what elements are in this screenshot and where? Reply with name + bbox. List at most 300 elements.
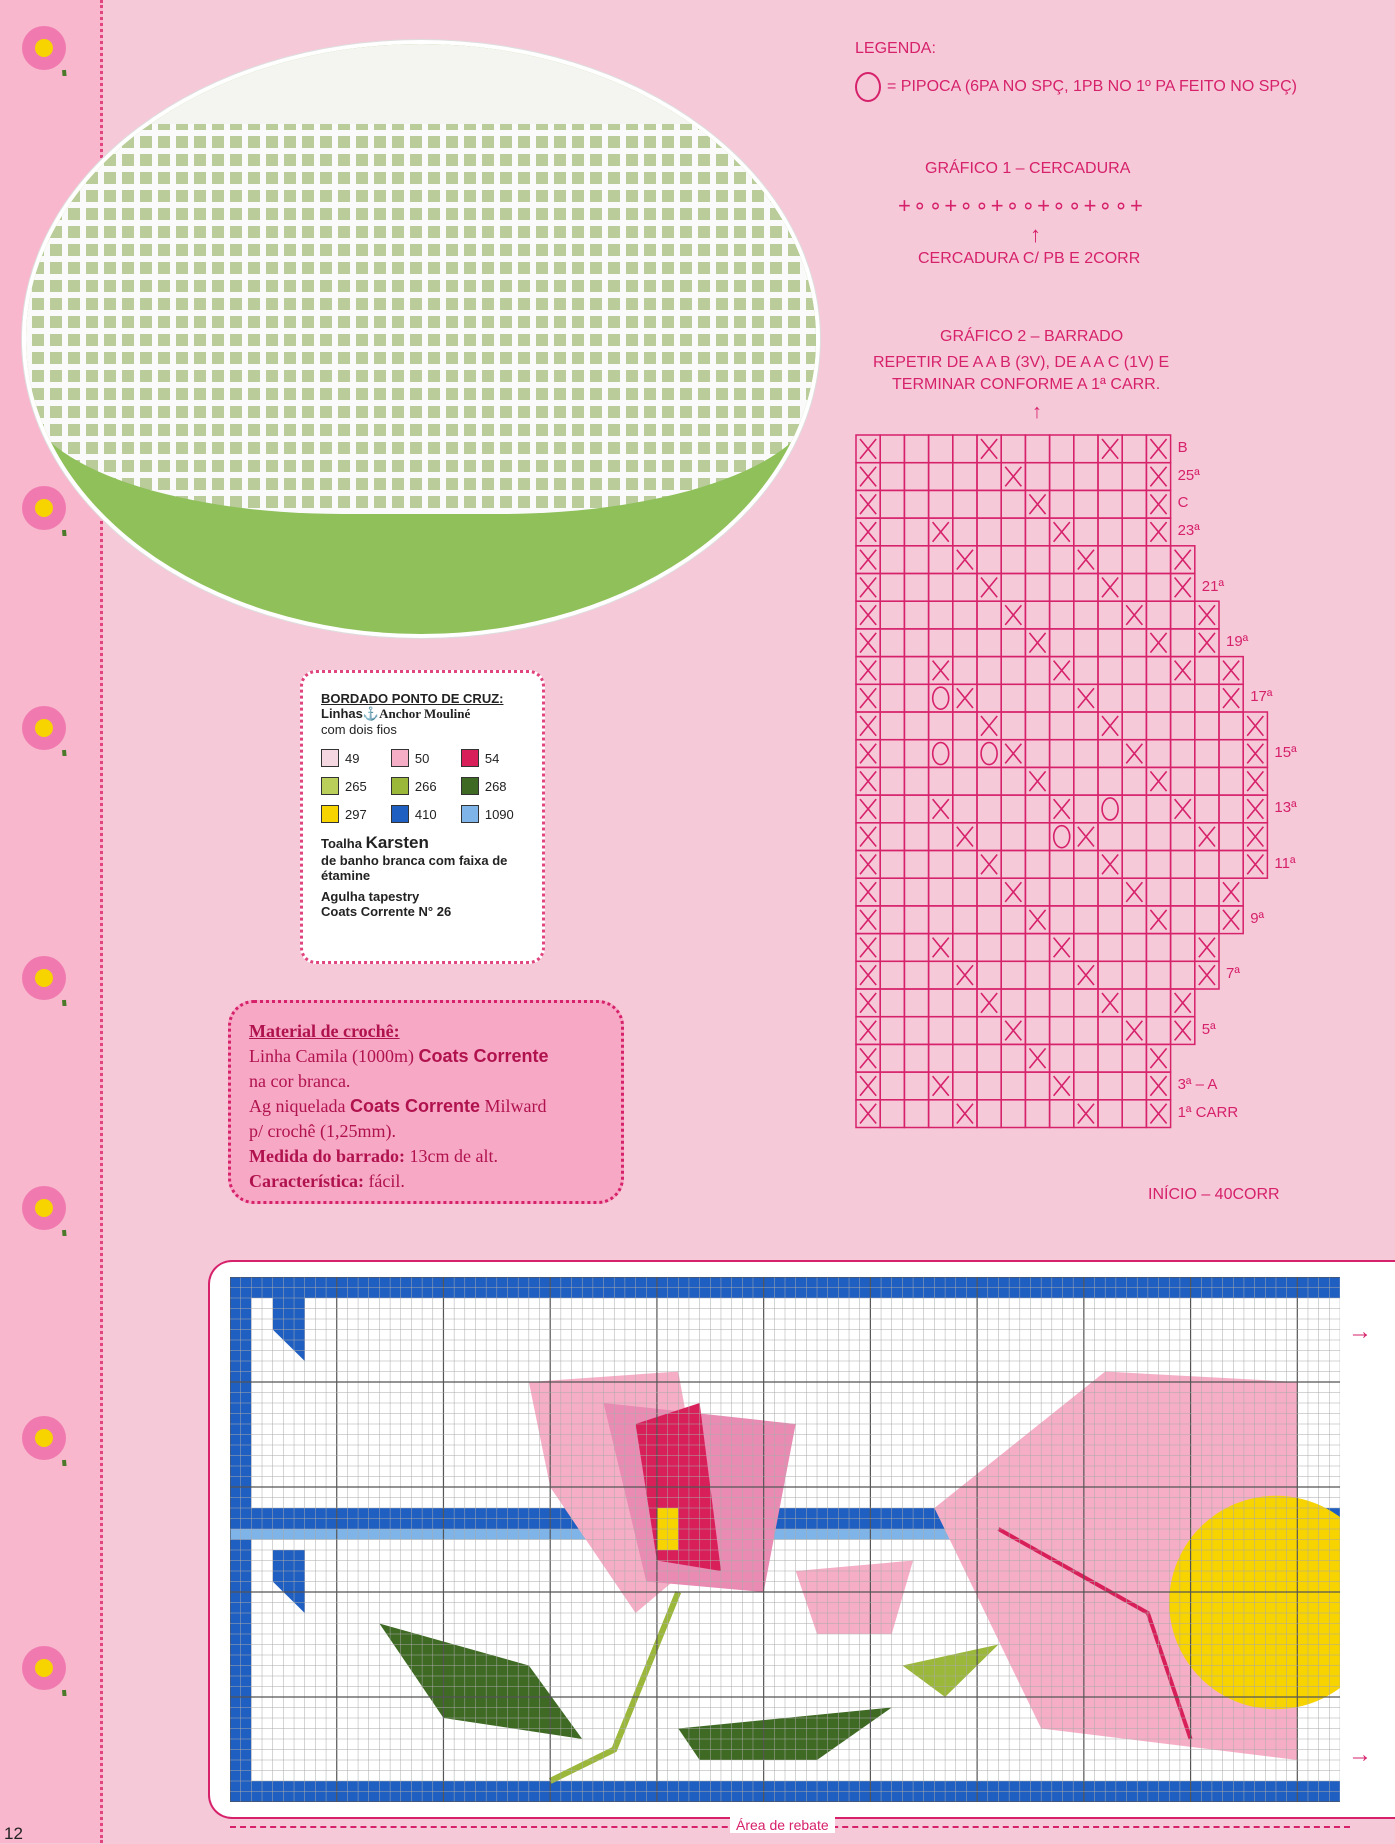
chart-cell <box>1122 851 1146 879</box>
cross-mark <box>1223 910 1239 930</box>
cross-mark <box>1054 522 1070 542</box>
row-label: C <box>1177 494 1189 512</box>
chart-cell <box>904 546 928 574</box>
flower-icon <box>14 1640 70 1696</box>
chart-cell <box>880 657 904 685</box>
chart-cell <box>880 518 904 546</box>
chart-cell <box>1025 795 1049 823</box>
chart-cell <box>929 1100 953 1128</box>
chart-cell <box>977 546 1001 574</box>
cross-mark <box>1126 605 1142 625</box>
chart-cell <box>1025 851 1049 879</box>
chart-cell <box>1098 823 1122 851</box>
cross-mark <box>1175 1021 1191 1041</box>
grafico1-note: CERCADURA C/ PB E 2CORR <box>918 250 1141 267</box>
cross-mark <box>860 965 876 985</box>
cross-mark <box>933 522 949 542</box>
chart-cell <box>1050 878 1074 906</box>
row-label: 19ª <box>1226 632 1249 650</box>
chart-cell <box>1195 712 1219 740</box>
chart-cell <box>1195 878 1219 906</box>
chart-cell <box>880 934 904 962</box>
cross-mark <box>1175 993 1191 1013</box>
material-box <box>228 1000 624 1204</box>
chart-cell <box>904 823 928 851</box>
chart-cell <box>1122 518 1146 546</box>
chart-cell <box>1001 574 1025 602</box>
chart-cell <box>1074 934 1098 962</box>
cross-mark <box>957 550 973 570</box>
chart-cell <box>1098 1017 1122 1045</box>
cross-mark <box>1054 938 1070 958</box>
chart-cell <box>1025 601 1049 629</box>
page-number: 12 <box>4 1824 23 1843</box>
chart-cell <box>1146 823 1170 851</box>
chart-cell <box>1098 740 1122 768</box>
chart-cell <box>953 574 977 602</box>
chart-cell <box>1074 1072 1098 1100</box>
swatch-square <box>391 777 409 795</box>
chart-cell <box>904 767 928 795</box>
chart-cell <box>904 795 928 823</box>
chart-cell <box>1219 740 1243 768</box>
chart-cell <box>977 878 1001 906</box>
cross-mark <box>860 799 876 819</box>
chart-cell <box>1146 684 1170 712</box>
cross-mark <box>860 578 876 598</box>
chart-cell <box>1001 546 1025 574</box>
chart-cell <box>1001 657 1025 685</box>
chart-cell <box>880 629 904 657</box>
cross-mark <box>1150 633 1166 653</box>
cross-mark <box>1247 855 1263 875</box>
chart-cell <box>1074 435 1098 463</box>
material-title: Material de crochê: <box>249 1021 400 1041</box>
cross-mark <box>860 661 876 681</box>
chart-cell <box>1098 601 1122 629</box>
chart-cell <box>953 601 977 629</box>
chart-cell <box>1001 629 1025 657</box>
swatch-square <box>321 777 339 795</box>
chart-cell <box>1074 657 1098 685</box>
chart-cell <box>977 1100 1001 1128</box>
chart-cell <box>1219 767 1243 795</box>
chart-cell <box>1122 629 1146 657</box>
cross-mark <box>860 1048 876 1068</box>
row-label: 25ª <box>1177 466 1200 484</box>
chart-cell <box>1171 601 1195 629</box>
chart-cell <box>1122 989 1146 1017</box>
chart-cell <box>953 934 977 962</box>
chart-cell <box>1098 463 1122 491</box>
chart-cell <box>1025 961 1049 989</box>
swatch-code: 54 <box>484 750 500 766</box>
cross-mark <box>1054 661 1070 681</box>
grafico1-chain: +∘∘+∘∘+∘∘+∘∘+∘∘+ <box>898 193 1145 218</box>
chart-cell <box>880 463 904 491</box>
chart-cell <box>1122 574 1146 602</box>
chart-cell <box>880 878 904 906</box>
chart-cell <box>929 989 953 1017</box>
chart-cell <box>1074 906 1098 934</box>
color-swatch <box>461 749 528 767</box>
chart-cell <box>1195 795 1219 823</box>
arrow-right-icon: → <box>1348 1318 1372 1345</box>
crochet-photo <box>22 40 820 638</box>
chart-cell <box>904 490 928 518</box>
cross-mark <box>1126 744 1142 764</box>
chart-cell <box>1098 1044 1122 1072</box>
chart-cell <box>977 1072 1001 1100</box>
chart-cell <box>953 657 977 685</box>
chart-cell <box>904 463 928 491</box>
chart-cell <box>1001 1044 1025 1072</box>
chart-cell <box>1122 1044 1146 1072</box>
cross-mark <box>1150 1048 1166 1068</box>
chart-cell <box>1098 906 1122 934</box>
cross-mark <box>1078 550 1094 570</box>
cross-mark <box>1223 882 1239 902</box>
cross-mark <box>933 661 949 681</box>
chart-cell <box>1122 712 1146 740</box>
chart-cell <box>1146 601 1170 629</box>
cross-mark <box>1150 494 1166 514</box>
chart-cell <box>1050 961 1074 989</box>
chart-cell <box>1122 546 1146 574</box>
arrow-up-icon: ↑ <box>1030 222 1041 247</box>
chart-cell <box>929 878 953 906</box>
chart-cell <box>1074 712 1098 740</box>
arrow-right-icon: → <box>1348 1741 1372 1768</box>
chart-cell <box>929 823 953 851</box>
chart-cell <box>904 435 928 463</box>
chart-cell <box>977 657 1001 685</box>
chart-cell <box>1050 435 1074 463</box>
chart-cell <box>953 629 977 657</box>
cross-mark <box>860 855 876 875</box>
cross-mark <box>1102 855 1118 875</box>
chart-cell <box>1001 712 1025 740</box>
legend-title: LEGENDA: <box>855 40 936 57</box>
chart-cell <box>1171 629 1195 657</box>
cross-mark <box>1102 578 1118 598</box>
chart-cell <box>977 629 1001 657</box>
swatch-code: 268 <box>484 778 507 794</box>
cross-mark <box>860 827 876 847</box>
chart-cell <box>1025 435 1049 463</box>
cross-mark <box>860 439 876 459</box>
cross-mark <box>1078 965 1094 985</box>
chart-cell <box>880 906 904 934</box>
chart-cell <box>1001 490 1025 518</box>
chart-cell <box>1001 518 1025 546</box>
cross-mark <box>1247 771 1263 791</box>
flower-icon <box>14 700 70 756</box>
chart-cell <box>1098 767 1122 795</box>
chart-cell <box>1001 1100 1025 1128</box>
chart-cell <box>929 601 953 629</box>
swatch-code: 410 <box>414 806 437 822</box>
cross-mark <box>1150 1104 1166 1124</box>
row-label: 15ª <box>1274 743 1297 761</box>
chart-cell <box>1171 961 1195 989</box>
chart-cell <box>1122 823 1146 851</box>
chart-cell <box>1025 1017 1049 1045</box>
legend-pipoca-text: = PIPOCA (6PA NO SPÇ, 1PB NO 1º PA FEITO NO SPÇ) <box>887 78 1297 95</box>
cross-mark <box>1126 882 1142 902</box>
chart-cell <box>1146 795 1170 823</box>
cross-mark <box>860 882 876 902</box>
chart-cell <box>1074 878 1098 906</box>
chart-cell <box>1050 989 1074 1017</box>
rebate-line <box>230 1817 1350 1833</box>
swatch-code: 1090 <box>484 806 514 822</box>
chart-cell <box>880 851 904 879</box>
pipoca-icon <box>855 72 881 102</box>
swatch-square <box>321 749 339 767</box>
pipoca-mark <box>1054 826 1070 848</box>
chart-cell <box>929 435 953 463</box>
chart-cell <box>880 684 904 712</box>
chart-cell <box>1195 684 1219 712</box>
cross-mark <box>981 578 997 598</box>
swatch-square <box>461 805 479 823</box>
crochet-chart <box>855 434 1275 1180</box>
legend-pipoca <box>855 72 1297 102</box>
cross-mark <box>1199 965 1215 985</box>
chart-cell <box>1025 878 1049 906</box>
chart-cell <box>880 712 904 740</box>
color-swatch <box>461 805 528 823</box>
grafico1-title: GRÁFICO 1 – CERCADURA <box>925 160 1131 177</box>
cross-mark <box>1175 661 1191 681</box>
chart-cell <box>977 767 1001 795</box>
chart-cell <box>1171 684 1195 712</box>
cross-mark <box>860 1021 876 1041</box>
chart-cell <box>1122 657 1146 685</box>
chart-cell <box>1098 961 1122 989</box>
chart-cell <box>1074 989 1098 1017</box>
chart-cell <box>1122 795 1146 823</box>
chart-cell <box>953 435 977 463</box>
cross-mark <box>1150 467 1166 487</box>
cross-mark <box>860 605 876 625</box>
chart-cell <box>1025 712 1049 740</box>
chart-cell <box>1098 684 1122 712</box>
chart-cell <box>977 961 1001 989</box>
chart-cell <box>1122 961 1146 989</box>
cross-mark <box>933 938 949 958</box>
chart-cell <box>953 518 977 546</box>
cross-mark <box>860 633 876 653</box>
swatch-square <box>321 805 339 823</box>
chart-cell <box>953 795 977 823</box>
chart-cell <box>953 878 977 906</box>
chart-cell <box>1146 574 1170 602</box>
chart-cell <box>953 1017 977 1045</box>
chart-cell <box>1122 463 1146 491</box>
cross-mark <box>1029 771 1045 791</box>
chart-cell <box>1050 1017 1074 1045</box>
cross-mark <box>860 716 876 736</box>
chart-cell <box>1025 934 1049 962</box>
agulha-brand: Coats Corrente N° 26 <box>321 904 452 919</box>
chart-cell <box>1195 906 1219 934</box>
chart-cell <box>1122 1072 1146 1100</box>
cross-mark <box>1175 578 1191 598</box>
chart-cell <box>953 463 977 491</box>
cross-mark <box>1199 827 1215 847</box>
chart-cell <box>1146 878 1170 906</box>
chart-cell <box>880 1072 904 1100</box>
chart-cell <box>904 1072 928 1100</box>
chart-cell <box>977 906 1001 934</box>
cross-mark <box>957 827 973 847</box>
cross-mark <box>860 744 876 764</box>
chart-cell <box>1171 823 1195 851</box>
toalha-desc: de banho branca com faixa de étamine <box>321 853 508 883</box>
swatch-code: 49 <box>345 750 360 766</box>
chart-cell <box>1001 684 1025 712</box>
chart-cell <box>880 1100 904 1128</box>
cross-mark <box>1150 1076 1166 1096</box>
chart-cell <box>953 712 977 740</box>
cross-mark <box>1175 550 1191 570</box>
cross-mark <box>1247 744 1263 764</box>
cross-stitch-chart <box>230 1277 1340 1802</box>
swatch-code: 265 <box>345 778 367 794</box>
chart-cell <box>904 574 928 602</box>
chart-cell <box>1050 684 1074 712</box>
cross-mark <box>1029 1048 1045 1068</box>
chart-cell <box>1050 546 1074 574</box>
cross-mark <box>860 494 876 514</box>
chart-cell <box>1074 629 1098 657</box>
chart-cell <box>1171 906 1195 934</box>
chart-cell <box>929 906 953 934</box>
chart-cell <box>1050 574 1074 602</box>
chart-cell <box>1098 657 1122 685</box>
chart-cell <box>880 574 904 602</box>
swatch-square <box>461 749 479 767</box>
cross-mark <box>1199 605 1215 625</box>
cross-mark <box>1247 827 1263 847</box>
chart-cell <box>929 767 953 795</box>
pipoca-mark <box>933 687 949 709</box>
cross-mark <box>1078 1104 1094 1124</box>
chart-cell <box>1050 629 1074 657</box>
chart-cell <box>880 823 904 851</box>
arrow-up-icon: ↑ <box>1032 401 1042 423</box>
pipoca-mark <box>933 743 949 765</box>
chart-cell <box>904 518 928 546</box>
cross-mark <box>1223 688 1239 708</box>
chart-cell <box>1195 851 1219 879</box>
grafico2-instruction-2: TERMINAR CONFORME A 1ª CARR. <box>892 376 1161 393</box>
cross-mark <box>1247 799 1263 819</box>
cross-mark <box>860 522 876 542</box>
chart-cell <box>1098 490 1122 518</box>
chart-cell <box>1219 823 1243 851</box>
chart-cell <box>1050 906 1074 934</box>
chart-cell <box>1074 490 1098 518</box>
chart-cell <box>1050 851 1074 879</box>
chart-cell <box>929 463 953 491</box>
chart-cell <box>1098 518 1122 546</box>
chart-cell <box>1001 435 1025 463</box>
chart-cell <box>1025 657 1049 685</box>
chart-cell <box>904 740 928 768</box>
chart-cell <box>1146 934 1170 962</box>
color-swatch <box>321 805 381 823</box>
swatch-square <box>461 777 479 795</box>
pipoca-mark <box>981 743 997 765</box>
chart-cell <box>1074 463 1098 491</box>
chart-cell <box>1025 518 1049 546</box>
chart-cell <box>904 1100 928 1128</box>
chart-cell <box>1074 767 1098 795</box>
chart-cell <box>1146 989 1170 1017</box>
chart-cell <box>953 740 977 768</box>
cross-mark <box>933 1076 949 1096</box>
chart-cell <box>1025 1100 1049 1128</box>
chart-cell <box>1001 906 1025 934</box>
chart-cell <box>1171 934 1195 962</box>
chart-cell <box>904 851 928 879</box>
chart-cell <box>929 851 953 879</box>
towel-fabric <box>26 44 816 134</box>
color-swatch <box>321 777 381 795</box>
chart-cell <box>1171 712 1195 740</box>
flower-icon <box>14 480 70 536</box>
chart-cell <box>1074 1017 1098 1045</box>
chart-cell <box>1074 601 1098 629</box>
chart-cell <box>1146 961 1170 989</box>
chart-cell <box>977 823 1001 851</box>
cross-mark <box>1199 938 1215 958</box>
flower-icon <box>14 950 70 1006</box>
cross-mark <box>957 1104 973 1124</box>
cross-mark <box>1029 910 1045 930</box>
row-label: 3ª – A <box>1177 1076 1218 1094</box>
chart-cell <box>1074 795 1098 823</box>
chart-cell <box>880 435 904 463</box>
chart-cell <box>880 767 904 795</box>
chart-cell <box>904 601 928 629</box>
chart-cell <box>1050 1100 1074 1128</box>
cross-mark <box>1054 1076 1070 1096</box>
chart-cell <box>1025 1072 1049 1100</box>
chart-cell <box>1195 740 1219 768</box>
inicio-label: INÍCIO – 40CORR <box>1148 1186 1280 1203</box>
chart-cell <box>1001 851 1025 879</box>
agulha-line: Agulha tapestry <box>321 889 420 904</box>
chart-cell <box>953 851 977 879</box>
row-label: 17ª <box>1250 688 1273 706</box>
color-swatch <box>391 749 451 767</box>
row-label: 13ª <box>1274 799 1297 817</box>
chart-cell <box>929 629 953 657</box>
cross-mark <box>981 716 997 736</box>
cross-mark <box>1005 467 1021 487</box>
chart-cell <box>880 795 904 823</box>
chart-cell <box>953 1072 977 1100</box>
cross-mark <box>1223 661 1239 681</box>
flower-icon <box>14 1410 70 1466</box>
chart-cell <box>1219 712 1243 740</box>
cross-mark <box>981 993 997 1013</box>
chart-cell <box>1001 989 1025 1017</box>
